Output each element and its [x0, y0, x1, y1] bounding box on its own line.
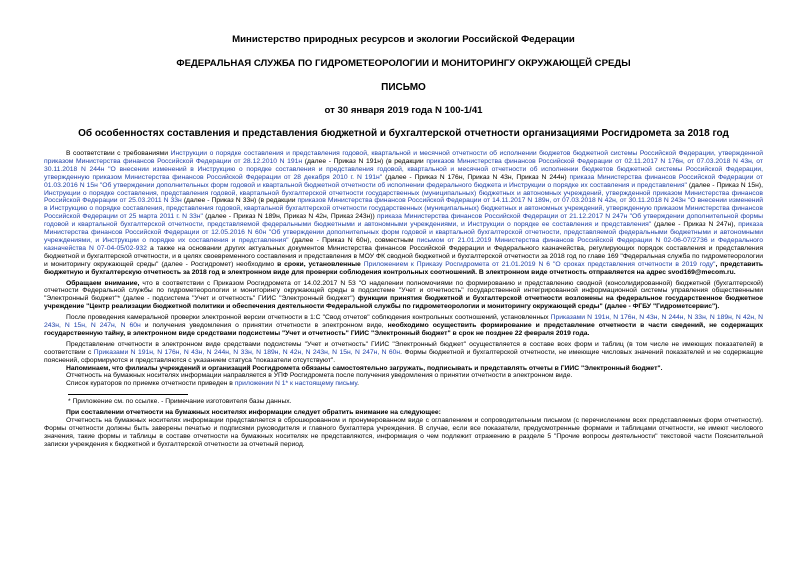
link-instruction-191n[interactable]: Инструкции о порядке составления и представления годовой, квартальной и месячной отчетности об исполнении бюджетов бюджетной системы Российской Федерации, утвержденной приказом Министерства финансов Российской Федерации от 28.12.2010 N 191н — [44, 150, 763, 165]
paragraph-electronic-submission: Представление отчетности в электронном виде средствами подсистемы "Учет и отчетность" ГИИС "Электронный бюджет" осуществляется в составе всех форм и таблиц (в том числе не имеющих показателей) в соответствии с Приказами N 191н, N 176н, N 43н, N 244н, N 33н, N 189н, N 42н, N 243н, N 15н, N 247н, N 60н. Формы бюджетной и бухгалтерской отчетности, не имеющие числовых значений показателей и не содержащие пояснений, сформируются и представляются с указанием статуса "показатели отсутствуют". — [44, 340, 764, 364]
paragraph-attention: Обращаем внимание, что в соответствии с Приказом Росгидромета от 14.02.2017 N 53 "О наделении полномочиями по формированию и представлению сводной (консолидированной) бюджетной (бухгалтерской) отчетности Федеральной службы по гидрометеорологии и мониторингу окружающей среды в подсистеме "Учет и отчетность" государственной интегрированной информационной системы управления общественными "Электронный бюджет"* (далее - подсистема "Учет и отчетность" ГИИС "Электронный бюджет") функции принятия бюджетной и бухгалтерской отчетности возложены на федеральное государственное бюджетное учреждение "Центр реализации бюджетной политики и обеспечения деятельности Федеральной службы по гидрометеорологии и мониторингу окружающей среды" (далее - ФГБУ "Гидрометсервис"). — [44, 279, 763, 311]
link-orders-189n-42n-243n[interactable]: приказов Министерства финансов Российской Федерации от 14.11.2017 N 189н, от 07.03.2018 N 42н, от 30.11.2018 N 243н "О внесении изменений в Инструкцию о порядке составления, представления годовой, квартальной бухгалтерской отчетности государственных (муниципальных) бюджетных и автономных учреждений, утвержденную приказом Министерства финансов Российской Федерации от 25 марта 2011 г. N 33н" — [44, 197, 763, 221]
paragraph-paper-details: Отчетность на бумажных носителях информации представляется в сброшюрованном и пронумерованном виде с оглавлением и сопроводительным письмом (с перечислением всех представляемых форм отчетности). Формы отчетности должны быть заверены печатью и подписями руководителя и главного бухгалтера учреждения. В случае, если все показатели, предусмотренные формами и таблицами отчетности, не имеют числового значения, такие формы и таблицы в составе отчетности на бумажных носителях не представляются, информация о чем подлежит отражению в разделе 5 "Прочие вопросы деятельности" текстовой части Пояснительной записки учреждения к бюджетной и бухгалтерской отчетности за отчетный период. — [44, 417, 763, 448]
ministry-name: Министерство природных ресурсов и экологии Российской Федерации — [232, 34, 575, 45]
link-joint-letter[interactable]: письмом от 21.01.2019 Министерства финансов Российской Федерации N 02-06-07/2736 и Федерального казначейства N 07-04-05/02-932 — [44, 236, 763, 252]
paragraph-paper-attention: При составлении отчетности на бумажных носителях информации следует обратить внимание на следующее: — [66, 409, 441, 417]
link-order-15n[interactable]: приказа Министерства финансов Российской Федерации от 01.03.2016 N 15н "Об утверждении дополнительных форм годовой и квартальной бюджетной отчетности об исполнении федерального бюджета и Инструкции о порядке их составления и представления" — [44, 173, 763, 189]
link-orders-list-2[interactable]: Приказами N 191н, N 176н, N 43н, N 244н, N 33н, N 189н, N 42н, N 243н, N 15н, N 247н, N 60н — [93, 348, 401, 356]
link-order-60n[interactable]: приказа Министерства финансов Российской Федерации от 12.05.2016 N 60н "Об утверждении дополнительных форм годовой и квартальной бухгалтерской отчетности, представляемой федеральными бюджетными и автономными учреждениями, и Инструкции о порядке их составления и представления" — [44, 221, 763, 244]
footnote-divider — [68, 394, 188, 395]
link-order-247n[interactable]: приказа Министерства финансов Российской Федерации от 21.12.2017 N 247н "Об утверждении дополнительной формы годовой и квартальной бухгалтерской отчетности, представляемой федеральными бюджетными и автономными учреждениями, и Инструкции о порядке ее составления и представления" — [44, 213, 763, 229]
footnote: * Приложение см. по ссылке. - Примечание изготовителя базы данных. — [68, 398, 292, 406]
link-orders-176n-43n-244n[interactable]: приказов Министерства финансов Российской Федерации от 02.11.2017 N 176н, от 07.03.2018 N 43н, от 30.11.2018 N 244н "О внесении изменений в Инструкцию о порядке составления и представления годовой, квартальной и месячной отчетности об исполнении бюджетов бюджетной системы Российской Федерации, утвержденную приказом Министерства финансов Российской Федерации от 28 декабря 2010 г. N 191н" — [44, 157, 763, 181]
service-name: ФЕДЕРАЛЬНАЯ СЛУЖБА ПО ГИДРОМЕТЕОРОЛОГИИ И МОНИТОРИНГУ ОКРУЖАЮЩЕЙ СРЕДЫ — [176, 58, 631, 69]
paragraph-after-check: После проведения камеральной проверки электронной версии отчетности в 1:С "Свод отчетов" соблюдения контрольных соотношений, установленных Приказами N 191н, N 176н, N 43н, N 244н, N 33н, N 189н, N 42н, N 243н, N 15н, N 247н, N 60н и получения уведомления о принятии отчетности в электронном виде, необходимо осуществить формирование и представление отчетности в части сведений, не содержащих государственную тайну, в электронном виде средствами подсистемы "Учет и отчетность" ГИИС "Электронный бюджет" в срок не позднее 22 февраля 2019 года. — [44, 314, 763, 337]
paragraph-curators: Список кураторов по приемке отчетности приведен в приложении N 1* к настоящему письму. — [66, 380, 359, 388]
link-instruction-33n[interactable]: Инструкции о порядке составления, представления годовой, квартальной бухгалтерской отчетности государственных (муниципальных) бюджетных и автономных учреждений, утвержденной приказом Министерства финансов Российской Федерации от 25.03.2011 N 33н — [44, 189, 763, 205]
document-type: ПИСЬМО — [381, 82, 426, 93]
document-title: Об особенностях составления и представления бюджетной и бухгалтерской отчетности организациями Росгидромета за 2018 год — [78, 128, 729, 139]
document-date-number: от 30 января 2019 года N 100-1/41 — [324, 105, 483, 116]
link-appendix-order-6[interactable]: Приложением к Приказу Росгидромета от 21.01.2019 N 6 "О сроках представления отчетности в 2019 году" — [363, 260, 716, 268]
paragraph-paper-reports: Отчетность на бумажных носителях информации направляется в УПФ Росгидромета после получения уведомления о принятии отчетности в электронном виде. — [66, 372, 573, 380]
paragraph-requirements: В соответствии с требованиями Инструкции о порядке составления и представления годовой, квартальной и месячной отчетности об исполнении бюджетов бюджетной системы Российской Федерации, утвержденной приказом Министерства финансов Российской Федерации от 28.12.2010 N 191н (далее - Приказ N 191н) (в редакции приказов Министерства финансов Российской Федерации от 02.11.2017 N 176н, от 07.03.2018 N 43н, от 30.11.2018 N 244н "О внесении изменений в Инструкцию о порядке составления и представления годовой, квартальной и месячной отчетности об исполнении бюджетов бюджетной системы Российской Федерации, утвержденную приказом Министерства финансов Российской Федерации от 28 декабря 2010 г. N 191н" (далее - Приказ N 176н, Приказ N 43н, Приказ N 244н) приказа Министерства финансов Российской Федерации от 01.03.2016 N 15н "Об утверждении дополнительных форм годовой и квартальной бюджетной отчетности об исполнении федерального бюджета и Инструкции о порядке их составления и представления" (далее - Приказ N 15н), Инструкции о порядке составления, представления годовой, квартальной бухгалтерской отчетности государственных (муниципальных) бюджетных и автономных учреждений, утвержденной приказом Министерства финансов Российской Федерации от 25.03.2011 N 33н (далее - Приказ N 33н) (в редакции приказов Министерства финансов Российской Федерации от 14.11.2017 N 189н, от 07.03.2018 N 42н, от 30.11.2018 N 243н "О внесении изменений в Инструкцию о порядке составления, представления годовой, квартальной бухгалтерской отчетности государственных (муниципальных) бюджетных и автономных учреждений, утвержденную приказом Министерства финансов Российской Федерации от 25 марта 2011 г. N 33н" (далее - Приказ N 189н, Приказ N 42н, Приказ 243н)) приказа Министерства финансов Российской Федерации от 21.12.2017 N 247н "Об утверждении дополнительной формы годовой и квартальной бухгалтерской отчетности, представляемой федеральными бюджетными и автономными учреждениями, и Инструкции о порядке ее составления и представления" (далее - Приказ N 247н), приказа Министерства финансов Российской Федерации от 12.05.2016 N 60н "Об утверждении дополнительных форм годовой и квартальной бухгалтерской отчетности, представляемой федеральными бюджетными и автономными учреждениями, и Инструкции о порядке их составления и представления" (далее - Приказ N 60н), совместным письмом от 21.01.2019 Министерства финансов Российской Федерации N 02-06-07/2736 и Федерального казначейства N 07-04-05/02-932 а также на основании других актуальных документов Министерства финансов Российской Федерации и Федерального казначейства, регулирующих порядок составления и представления бюджетной и бухгалтерской отчетности, и в целях своевременного составления и представления в МОУ ФК сводной бюджетной и бухгалтерской отчетности за 2018 год по главе 169 "Федеральная служба по гидрометеорологии и мониторингу окружающей среды" (далее - Росгидромет) необходимо в сроки, установленные Приложением к Приказу Росгидромета от 21.01.2019 N 6 "О сроках представления отчетности в 2019 году", представить бюджетную и бухгалтерскую отчетность за 2018 год в электронном виде для проверки соблюдения контрольных соотношений. В электронном виде отчетность отправляется на адрес svod169@mecom.ru. — [44, 150, 764, 276]
paragraph-reminder: Напоминаем, что филиалы учреждений и организаций Росгидромета обязаны самостоятельно загружать, подписывать и представлять отчеты в ГИИС "Электронный бюджет". — [66, 364, 663, 372]
link-orders-list-1[interactable]: Приказами N 191н, N 176н, N 43н, N 244н, N 33н, N 189н, N 42н, N 243н, N 15н, N 247н, N 60н — [44, 314, 763, 330]
link-appendix-1[interactable]: приложении N 1* к настоящему письму — [234, 380, 358, 388]
